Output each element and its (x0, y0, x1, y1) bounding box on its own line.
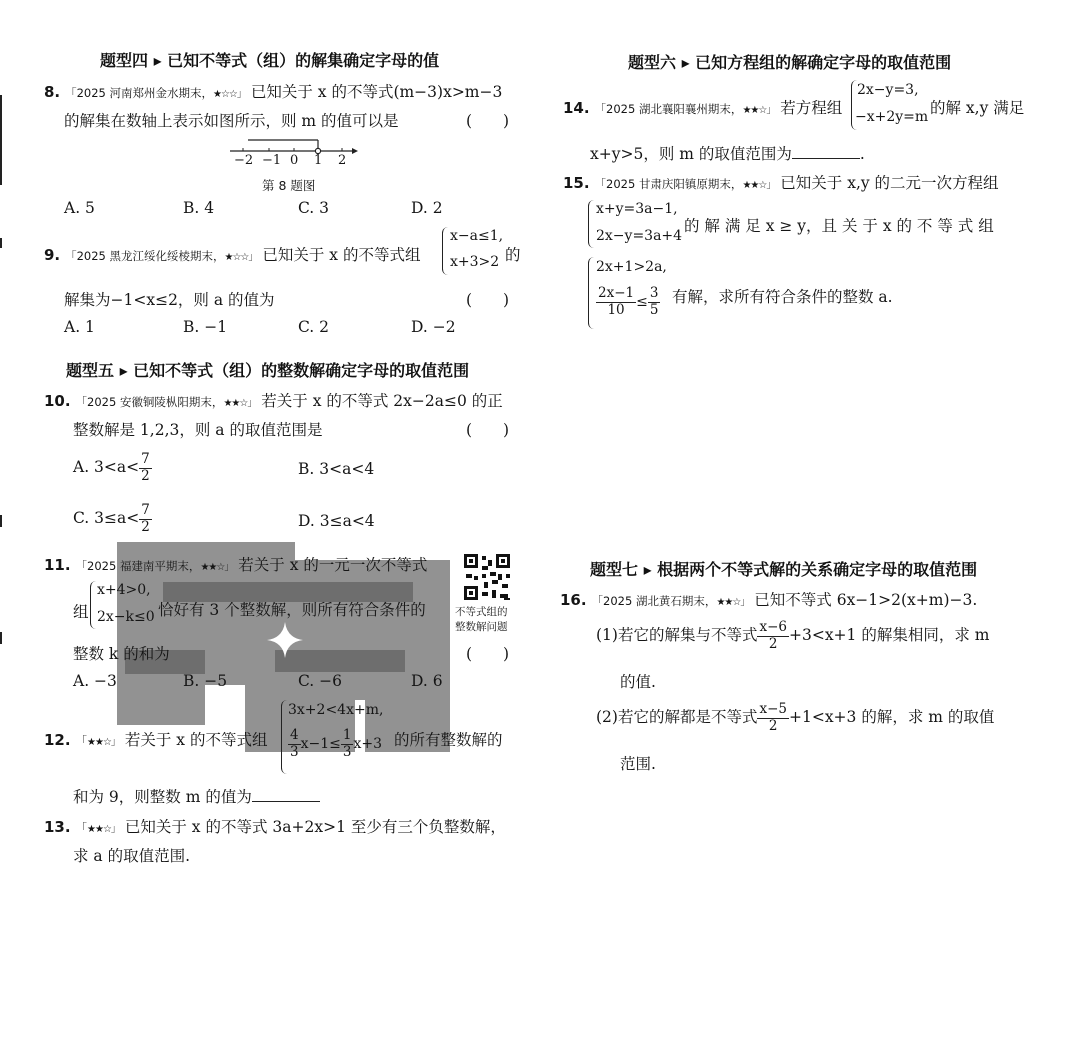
option-b: B. 3<a<4 (298, 460, 375, 478)
qr-code-icon (462, 552, 512, 602)
answer-paren: ( ) (466, 645, 510, 663)
question-source: 「2025 湖北襄阳襄州期末， (594, 102, 743, 116)
question-10-line2: 整数解是 1,2,3，则 a 的取值范围是 (73, 421, 323, 439)
question-source: 「2025 福建南平期末， (75, 559, 201, 573)
system-line: 2x+1>2a, (596, 259, 667, 275)
question-text: 的所有整数解的 (394, 731, 503, 749)
system-brace (281, 700, 287, 774)
option-b: B. −5 (183, 672, 228, 690)
system-brace (588, 257, 594, 329)
system-line: x+y=3a−1, (596, 201, 678, 217)
option-a: A. 5 (64, 199, 95, 217)
question-text: 已知关于 x,y 的二元一次方程组 (780, 174, 999, 192)
system-brace (442, 227, 448, 275)
tick-label: 2 (338, 153, 347, 168)
question-text: 若关于 x 的不等式 2x−2a≤0 的正 (261, 392, 503, 410)
question-number: 13. (44, 818, 71, 836)
question-10-line1 (44, 389, 503, 411)
option-a: A. 1 (64, 318, 95, 336)
question-text: 已知不等式 6x−1>2(x+m)−3. (754, 591, 978, 609)
qr-label: 整数解问题 (455, 621, 508, 633)
option-b: B. −1 (183, 318, 228, 336)
margin-mark (0, 632, 2, 644)
difficulty-stars: ★☆☆」 (213, 89, 246, 100)
difficulty-stars: ★★☆」 (223, 398, 257, 409)
question-text: 有解，求所有符合条件的整数 a. (672, 288, 893, 306)
option-b: B. 4 (183, 199, 215, 217)
option-d: D. 2 (411, 199, 443, 217)
system-line: x−a≤1, (450, 228, 504, 244)
question-12-line3: 和为 9，则整数 m 的值为 (73, 785, 320, 807)
section-title-5: 题型五 ▸ 已知不等式（组）的整数解确定字母的取值范围 (66, 361, 470, 380)
question-12-line1 (44, 728, 267, 750)
figure-caption: 第 8 题图 (262, 178, 316, 193)
question-source: 「2025 安徽铜陵枞阳期末， (75, 395, 224, 409)
question-text: 若关于 x 的不等式组 (124, 731, 268, 749)
answer-blank[interactable] (252, 788, 320, 802)
tick-label: −1 (262, 153, 282, 168)
system-line: $\frac{2x-1}{10}$ ≤ $\frac{3}{5}$ (598, 285, 659, 318)
question-source: 「2025 湖北黄石期末， (591, 594, 717, 608)
question-9-line1 (44, 243, 420, 265)
question-text: 的 解 满 足 x ≥ y，且 关 于 x 的 不 等 式 组 (684, 217, 994, 235)
question-16-part2-line2: 范围. (620, 755, 656, 773)
fraction: $\frac{1}{3}$ (342, 727, 352, 760)
question-number: 16. (560, 591, 587, 609)
section-title-4: 题型四 ▸ 已知不等式（组）的解集确定字母的值 (100, 51, 440, 70)
system-brace (90, 581, 96, 629)
question-11-line2: 恰好有 3 个整数解，则所有符合条件的 (158, 601, 426, 619)
question-14-line1 (563, 96, 842, 118)
difficulty-stars: ★★☆」 (742, 180, 776, 191)
question-text: 若方程组 (780, 99, 843, 117)
question-13-line1 (44, 815, 506, 837)
question-text: 若关于 x 的一元一次不等式 (238, 556, 428, 574)
fraction: $\frac{7}{2}$ (141, 451, 150, 484)
question-text: 组 (73, 603, 89, 621)
question-text: 已知关于 x 的不等式(m−3)x>m−3 (250, 83, 503, 101)
margin-mark (0, 238, 2, 248)
answer-paren: ( ) (466, 421, 510, 439)
system-brace (588, 200, 594, 248)
qr-label: 不等式组的 (455, 606, 508, 618)
option-text: A. 3<a< (73, 458, 140, 477)
answer-blank[interactable] (792, 145, 860, 159)
fraction: $\frac{2x-1}{10}$ (598, 285, 635, 318)
system-line: 2x−y=3a+4 (596, 228, 683, 244)
question-8-line1 (44, 80, 502, 102)
question-number: 15. (563, 174, 590, 192)
question-16-part1: (1)若它的解集与不等式 $\frac{x-6}{2}$ +3<x+1 的解集相同，求 m (596, 619, 990, 652)
system-line: 2x−k≤0 (97, 609, 155, 625)
option-d: D. 3≤a<4 (298, 512, 375, 530)
option-c: C. 3 (298, 199, 330, 217)
option-d: D. −2 (411, 318, 456, 336)
question-number: 11. (44, 556, 71, 574)
option-a (73, 452, 152, 484)
question-number: 8. (44, 83, 61, 101)
question-source: 「 (75, 734, 88, 748)
question-text: 的 (505, 246, 521, 264)
question-text: 已知关于 x 的不等式 3a+2x>1 至少有三个负整数解， (124, 818, 506, 836)
difficulty-stars: ★★☆」 (200, 562, 234, 573)
fraction: $\frac{4}{3}$ (290, 727, 299, 760)
system-line: x+3>2 (450, 254, 500, 270)
system-line: −x+2y=m (855, 109, 929, 125)
question-number: 9. (44, 246, 61, 264)
question-16-line1 (560, 588, 977, 610)
option-text: C. 3≤a< (73, 509, 140, 528)
question-15-line1 (563, 171, 999, 193)
question-8-line2: 的解集在数轴上表示如图所示，则 m 的值可以是 (64, 112, 399, 130)
question-number: 14. (563, 99, 590, 117)
section-title-6: 题型六 ▸ 已知方程组的解确定字母的取值范围 (628, 53, 952, 72)
system-line: 2x−y=3, (857, 82, 919, 98)
question-number: 10. (44, 392, 71, 410)
question-16-part1-line2: 的值. (620, 673, 656, 691)
option-c: C. −6 (298, 672, 343, 690)
question-source: 「2025 河南郑州金水期末， (65, 86, 213, 100)
difficulty-stars: ★☆☆」 (224, 252, 258, 263)
system-line: 3x+2<4x+m, (288, 702, 384, 718)
difficulty-stars: ★★☆」 (716, 597, 750, 608)
tick-label: 0 (290, 153, 299, 168)
answer-paren: ( ) (466, 112, 510, 130)
option-c: C. 2 (298, 318, 330, 336)
question-13-line2: 求 a 的取值范围. (73, 847, 191, 865)
question-number: 12. (44, 731, 71, 749)
fraction: $\frac{7}{2}$ (141, 502, 150, 535)
option-a: A. −3 (73, 672, 117, 690)
system-line: $\frac{4}{3}$ x−1≤ $\frac{1}{3}$ x+3 (290, 727, 382, 760)
difficulty-stars: ★★☆」 (87, 824, 120, 835)
question-11-line1 (44, 553, 427, 575)
fraction: $\frac{x-6}{2}$ (759, 619, 787, 652)
question-source: 「 (75, 821, 88, 835)
answer-paren: ( ) (466, 291, 510, 309)
fraction: $\frac{3}{5}$ (649, 285, 659, 318)
difficulty-stars: ★★☆」 (87, 737, 120, 748)
margin-mark (0, 515, 2, 527)
question-9-line2: 解集为−1<x≤2，则 a 的值为 (64, 291, 275, 309)
question-text: 已知关于 x 的不等式组 (262, 246, 421, 264)
margin-mark (0, 95, 2, 185)
option-d: D. 6 (411, 672, 443, 690)
option-c (73, 503, 152, 535)
question-16-part2: (2)若它的解都是不等式 $\frac{x-5}{2}$ +1<x+3 的解，求 m 的取值 (596, 701, 995, 734)
question-text: 的解 x,y 满足 (930, 99, 1025, 117)
system-line: x+4>0, (97, 582, 151, 598)
section-title-7: 题型七 ▸ 根据两个不等式解的关系确定字母的取值范围 (590, 560, 978, 579)
question-14-line3: x+y>5，则 m 的取值范围为 . (590, 145, 865, 163)
tick-label: 1 (314, 153, 323, 168)
fraction: $\frac{x-5}{2}$ (759, 701, 787, 734)
tick-label: −2 (234, 153, 254, 168)
question-source: 「2025 甘肃庆阳镇原期末， (594, 177, 743, 191)
question-11-line3: 整数 k 的和为 (73, 645, 170, 663)
difficulty-stars: ★★☆」 (742, 105, 776, 116)
question-source: 「2025 黑龙江绥化绥棱期末， (65, 249, 225, 263)
